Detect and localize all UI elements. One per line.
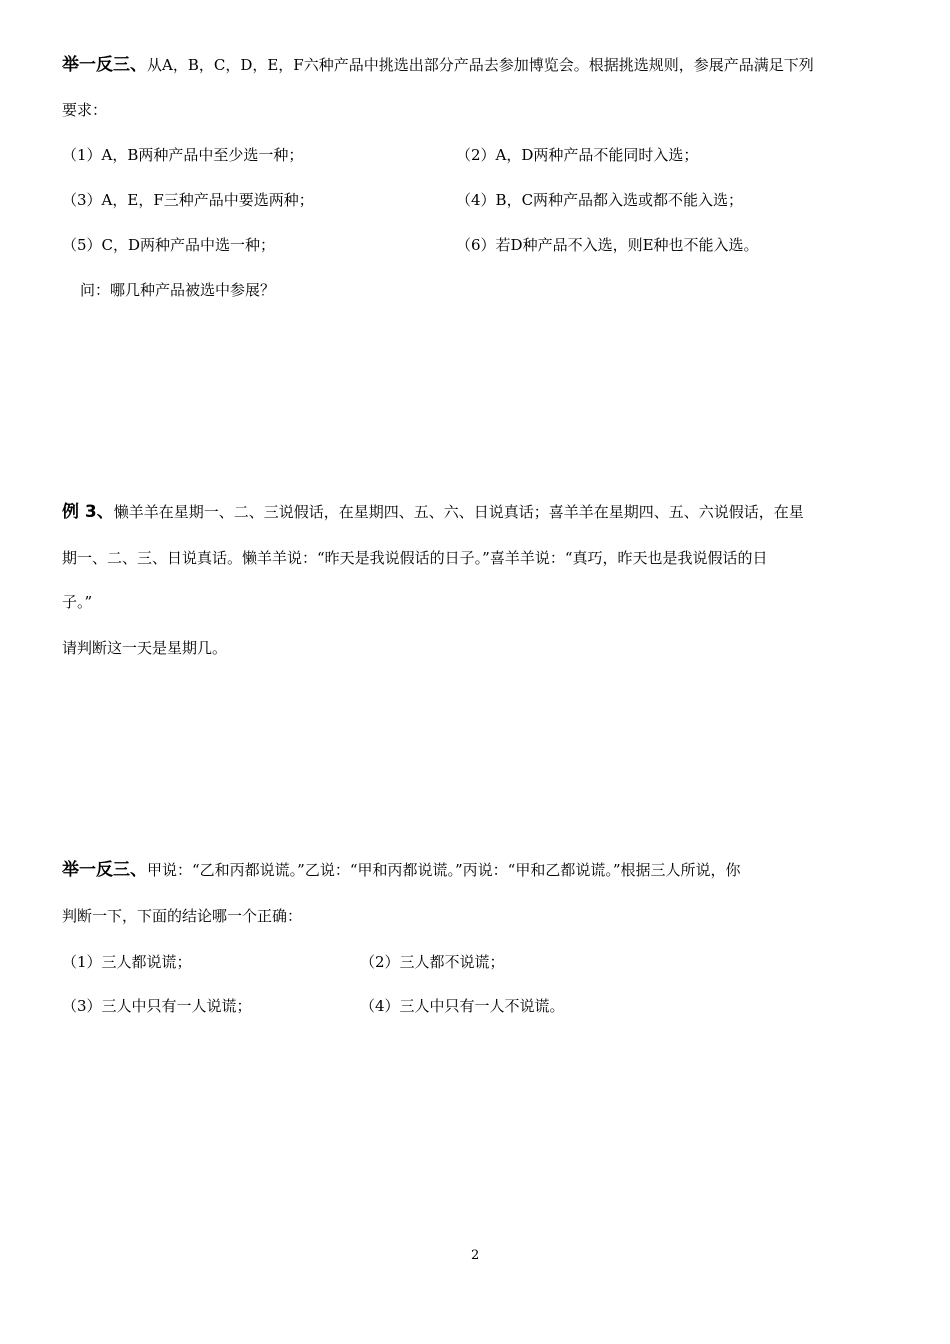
section1-question: 问：哪几种产品被选中参展？ bbox=[80, 281, 276, 299]
section2-line1 bbox=[62, 502, 804, 522]
section2-line2: 期一、二、三、日说真话。懒羊羊说：“昨天是我说假话的日子。”喜羊羊说：“真巧，昨天也是我说假话的日 bbox=[62, 549, 768, 567]
rule-3: （3）A，E，F三种产品中要选两种； bbox=[62, 191, 314, 209]
section3-line1-text: 甲说：“乙和丙都说谎。”乙说：“甲和丙都说谎。”丙说：“甲和乙都说谎。”根据三人所说，你 bbox=[147, 861, 741, 879]
option-2: （2）三人都不说谎； bbox=[360, 953, 505, 971]
section2-question: 请判断这一天是星期几。 bbox=[62, 639, 228, 657]
rule-4: （4）B，C两种产品都入选或都不能入选； bbox=[456, 191, 744, 209]
rule-6: （6）若D种产品不入选，则E种也不能入选。 bbox=[456, 236, 759, 254]
option-1: （1）三人都说谎； bbox=[62, 953, 192, 971]
section2-lead: 例 3、 bbox=[62, 502, 114, 522]
section2-line3: 子。” bbox=[62, 593, 93, 611]
option-4: （4）三人中只有一人不说谎。 bbox=[360, 997, 565, 1015]
section3-line2: 判断一下，下面的结论哪一个正确： bbox=[62, 907, 303, 925]
section3-lead: 举一反三、 bbox=[62, 860, 147, 880]
section1-lead: 举一反三、 bbox=[62, 55, 147, 75]
section2-line1-text: 懒羊羊在星期一、二、三说假话，在星期四、五、六、日说真话；喜羊羊在星期四、五、六说假话，在星 bbox=[113, 503, 804, 521]
option-3: （3）三人中只有一人说谎； bbox=[62, 997, 252, 1015]
section1-intro-line2: 要求： bbox=[62, 101, 108, 119]
section1-intro-text: 从A，B，C，D，E，F六种产品中挑选出部分产品去参加博览会。根据挑选规则，参展产品满足下列 bbox=[147, 56, 814, 74]
section1-intro-line1 bbox=[62, 55, 814, 75]
rule-1: （1）A，B两种产品中至少选一种； bbox=[62, 146, 304, 164]
page-number: 2 bbox=[471, 1248, 480, 1263]
rule-2: （2）A，D两种产品不能同时入选； bbox=[456, 146, 699, 164]
section3-line1 bbox=[62, 860, 741, 880]
rule-5: （5）C，D两种产品中选一种； bbox=[62, 236, 276, 254]
